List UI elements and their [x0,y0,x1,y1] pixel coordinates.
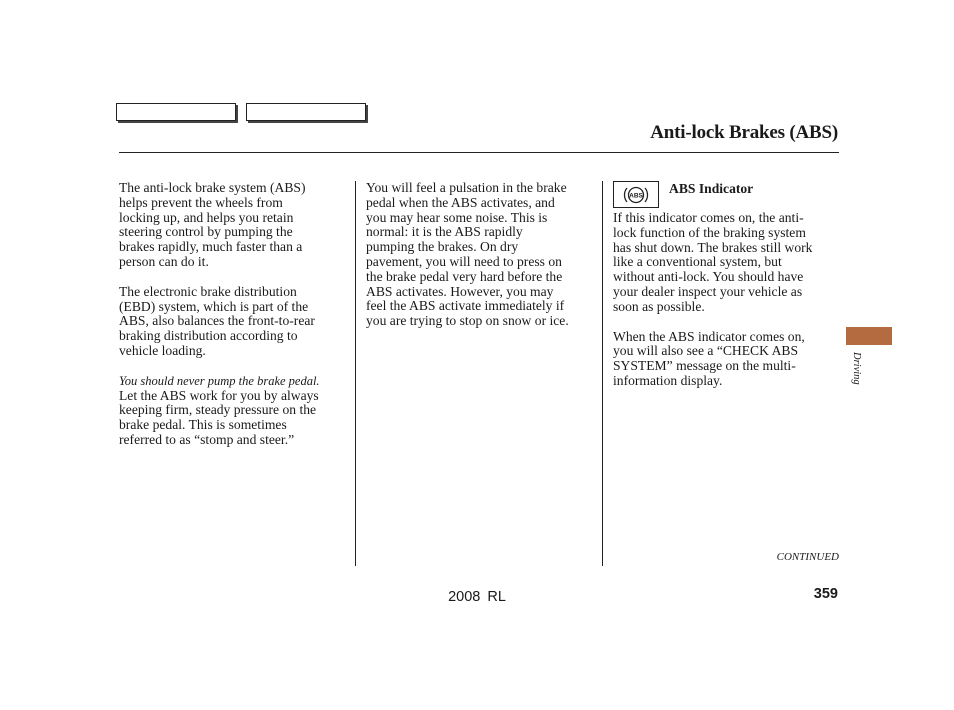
paragraph-indicator-meaning: If this indicator comes on, the anti- lock function of the braking system has shut down. The brakes still work like a conventional system, but without anti-lock. You should have your dealer inspect your vehicle as soon as possible. [613,210,813,314]
paragraph-check-abs-message: When the ABS indicator comes on, you will also see a “CHECK ABS SYSTEM” message on the multi- information display. [613,328,805,388]
continued-label: CONTINUED [776,551,839,563]
column-divider [355,181,356,566]
paragraph-pump-lead: You should never pump the brake pedal. [119,373,320,388]
paragraph-ebd: The electronic brake distribution (EBD) system, which is part of the ABS, also balances the front-to-rear braking distribution according to vehicle loading. [119,283,315,358]
paragraph-abs-intro: The anti-lock brake system (ABS) helps prevent the wheels from locking up, and helps you retain steering control by pumping the brakes rapidly, much faster than a person can do it. [119,180,306,269]
text-column-3 [613,211,841,389]
abs-indicator-icon [613,181,659,208]
page-title: Anti-lock Brakes (ABS) [650,122,838,143]
nav-button-previous[interactable] [116,103,236,121]
page-number: 359 [813,586,838,602]
paragraph-pulsation: You will feel a pulsation in the brake pedal when the ABS activates, and you may hear some noise. This is normal: it is the ABS rapidly pumping the brakes. On dry pavement, you will need to press on the brake pedal very hard before the ABS activates. However, you may feel the ABS activate immediately if you are trying to stop on snow or ice. [366,180,569,329]
paragraph-stomp-steer: Let the ABS work for you by always keeping firm, steady pressure on the brake pedal. This is sometimes referred to as “stomp and steer.” [119,387,319,447]
text-column-2 [366,181,594,329]
column-divider [602,181,603,566]
footer-model: 2008 RL [448,589,506,605]
section-tab [846,327,892,345]
abs-icon-text: ABS [629,192,643,199]
title-rule [119,152,839,153]
text-column-1 [119,181,347,448]
section-label: Driving [851,352,862,385]
nav-button-next[interactable] [246,103,366,121]
abs-indicator-heading: ABS Indicator [669,181,754,196]
